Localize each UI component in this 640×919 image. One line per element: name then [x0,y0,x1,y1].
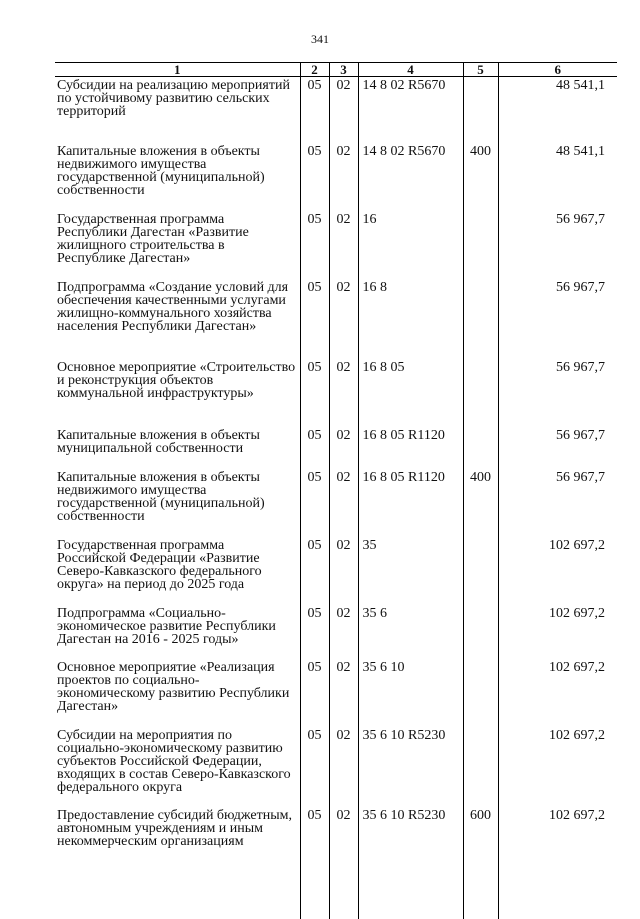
row-col-3: 02 [329,143,358,211]
table-row [55,143,617,211]
row-amount: 56 967,7 [498,359,617,427]
row-amount: 56 967,7 [498,469,617,537]
row-col-3: 02 [329,469,358,537]
table-row [55,727,617,807]
row-code: 16 [358,211,463,279]
row-amount: 102 697,2 [498,807,617,883]
row-col-3: 02 [329,77,358,144]
row-code: 35 6 10 R5230 [358,727,463,807]
table-row [55,359,617,427]
row-expense-type [463,659,498,727]
table-row [55,279,617,359]
filler-cell [498,883,617,919]
table-filler-row [55,883,617,919]
row-col-2: 05 [300,279,329,359]
budget-table [55,62,617,919]
row-col-2: 05 [300,469,329,537]
row-description: Капитальные вложения в объекты недвижимого имущества государственной (муниципальной) собственности [55,143,300,211]
header-col-2: 2 [300,63,329,77]
table-row [55,659,617,727]
filler-cell [463,883,498,919]
row-col-3: 02 [329,279,358,359]
row-description: Государственная программа Республики Дагестан «Развитие жилищного строительства в Республике Дагестан» [55,211,300,279]
filler-cell [300,883,329,919]
row-col-2: 05 [300,427,329,469]
row-expense-type [463,77,498,144]
header-col-1: 1 [55,63,300,77]
row-code: 16 8 [358,279,463,359]
row-expense-type: 600 [463,807,498,883]
row-col-3: 02 [329,427,358,469]
page-number: 341 [0,32,640,47]
table-row [55,77,617,144]
row-col-2: 05 [300,537,329,605]
row-description: Государственная программа Российской Федерации «Развитие Северо-Кавказского федерального округа» на период до 2025 года [55,537,300,605]
header-col-5: 5 [463,63,498,77]
row-col-2: 05 [300,727,329,807]
row-expense-type [463,537,498,605]
row-expense-type: 400 [463,143,498,211]
row-expense-type [463,279,498,359]
table-row [55,211,617,279]
row-col-3: 02 [329,359,358,427]
header-row [55,63,617,77]
row-col-2: 05 [300,143,329,211]
row-amount: 48 541,1 [498,143,617,211]
row-code: 35 6 10 [358,659,463,727]
row-col-2: 05 [300,807,329,883]
row-code: 35 [358,537,463,605]
row-code: 35 6 [358,605,463,659]
row-expense-type [463,211,498,279]
table-row [55,537,617,605]
row-col-3: 02 [329,807,358,883]
row-code: 14 8 02 R5670 [358,143,463,211]
row-expense-type: 400 [463,469,498,537]
row-expense-type [463,605,498,659]
row-col-3: 02 [329,211,358,279]
table-body [55,77,617,919]
row-col-3: 02 [329,659,358,727]
row-col-2: 05 [300,211,329,279]
row-amount: 102 697,2 [498,605,617,659]
row-description: Подпрограмма «Создание условий для обеспечения качественными услугами жилищно-коммунального хозяйства населения Республики Дагестан» [55,279,300,359]
row-amount: 102 697,2 [498,537,617,605]
row-description: Основное мероприятие «Реализация проектов по социально-экономическому развитию Республики Дагестан» [55,659,300,727]
row-col-2: 05 [300,359,329,427]
row-amount: 56 967,7 [498,211,617,279]
header-col-4: 4 [358,63,463,77]
row-expense-type [463,727,498,807]
row-description: Основное мероприятие «Строительство и реконструкция объектов коммунальной инфраструктуры» [55,359,300,427]
row-amount: 102 697,2 [498,659,617,727]
table-row [55,469,617,537]
row-col-3: 02 [329,727,358,807]
row-amount: 102 697,2 [498,727,617,807]
header-col-6: 6 [498,63,617,77]
row-description: Подпрограмма «Социально-экономическое развитие Республики Дагестан на 2016 - 2025 годы» [55,605,300,659]
row-description: Капитальные вложения в объекты муниципальной собственности [55,427,300,469]
table-row [55,605,617,659]
row-col-2: 05 [300,605,329,659]
row-expense-type [463,427,498,469]
row-amount: 48 541,1 [498,77,617,144]
header-col-3: 3 [329,63,358,77]
row-code: 16 8 05 R1120 [358,427,463,469]
filler-cell [55,883,300,919]
row-description: Капитальные вложения в объекты недвижимого имущества государственной (муниципальной) собственности [55,469,300,537]
row-code: 16 8 05 [358,359,463,427]
row-col-3: 02 [329,605,358,659]
row-col-2: 05 [300,659,329,727]
row-code: 16 8 05 R1120 [358,469,463,537]
row-amount: 56 967,7 [498,427,617,469]
table-row [55,807,617,883]
row-description: Субсидии на реализацию мероприятий по устойчивому развитию сельских территорий [55,77,300,144]
filler-cell [358,883,463,919]
row-code: 14 8 02 R5670 [358,77,463,144]
filler-cell [329,883,358,919]
row-description: Субсидии на мероприятия по социально-экономическому развитию субъектов Российской Федерации, входящих в состав Северо-Кавказского федерального округа [55,727,300,807]
row-code: 35 6 10 R5230 [358,807,463,883]
row-col-2: 05 [300,77,329,144]
row-description: Предоставление субсидий бюджетным, автономным учреждениям и иным некоммерческим организациям [55,807,300,883]
row-expense-type [463,359,498,427]
row-amount: 56 967,7 [498,279,617,359]
table-row [55,427,617,469]
row-col-3: 02 [329,537,358,605]
